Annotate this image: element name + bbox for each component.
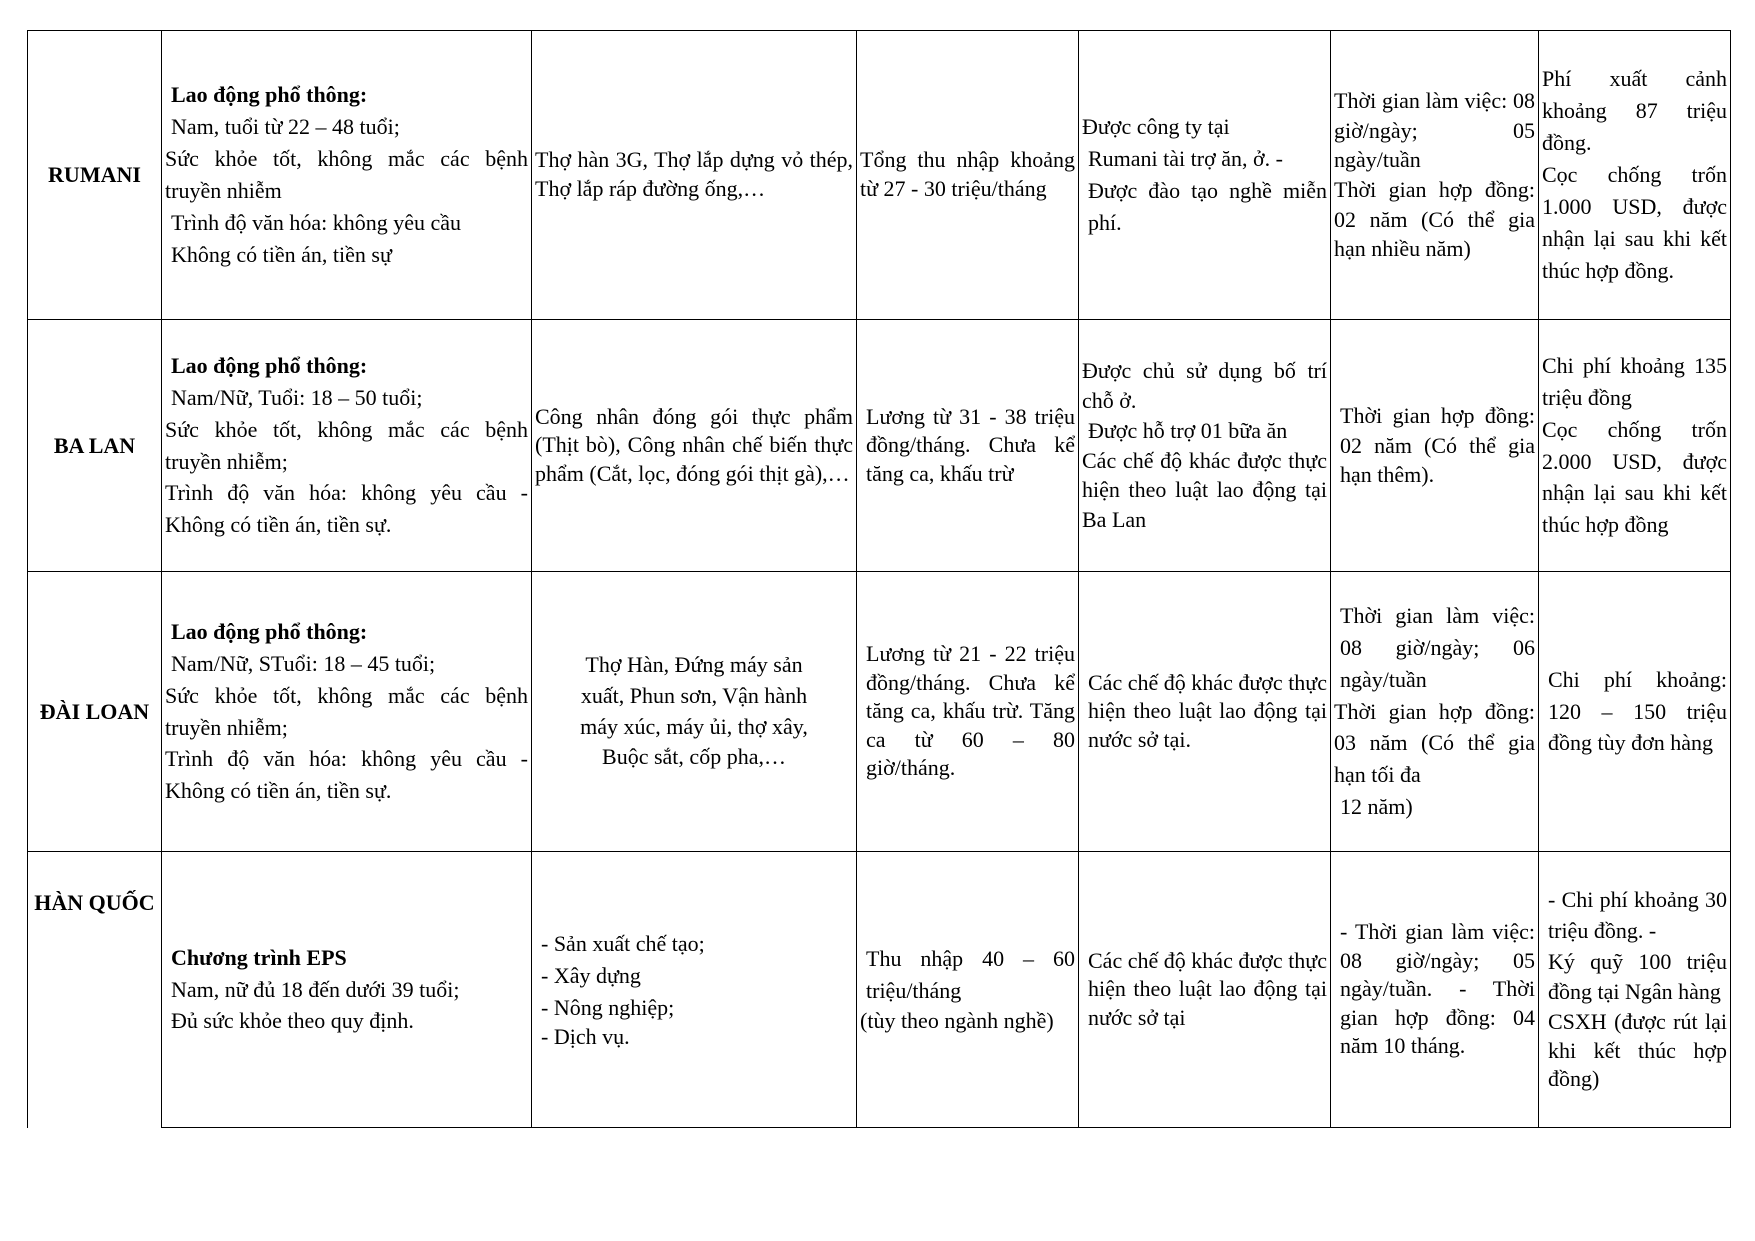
income-cell [857, 852, 1079, 1128]
requirements-line: Nam, nữ đủ 18 đến dưới 39 tuổi; [171, 976, 460, 1002]
requirements-line: Trình độ văn hóa: không yêu cầu - Không có tiền án, tiền sự. [165, 480, 528, 538]
requirements-cell [162, 572, 532, 852]
jobs-cell [532, 572, 857, 852]
income-line: Thu nhập 40 – 60 triệu/tháng [866, 946, 1075, 1004]
benefits-line: Được hỗ trợ 01 bữa ăn [1088, 417, 1288, 443]
costs-line: - Chi phí khoảng 30 triệu đồng. - [1548, 887, 1727, 943]
income-cell [857, 320, 1079, 572]
costs-line: Chi phí khoảng 135 triệu đồng [1542, 352, 1727, 410]
conditions-line: Thời gian hợp đồng: 02 năm (Có thể gia hạn nhiều năm) [1334, 177, 1535, 262]
requirements-line: Nam, tuổi từ 22 – 48 tuổi; [171, 114, 400, 140]
table-row [28, 572, 1731, 852]
costs-line: Chi phí khoảng: 120 – 150 triệu đồng tùy đơn hàng [1548, 666, 1727, 756]
costs-cell [1539, 320, 1731, 572]
requirements-cell [162, 31, 532, 320]
conditions-line: Thời gian làm việc: 08 giờ/ngày; 05 ngày/tuần [1334, 87, 1535, 173]
conditions-line: 12 năm) [1340, 794, 1413, 820]
jobs-cell [532, 320, 857, 572]
conditions-cell [1331, 572, 1539, 852]
benefits-cell [1079, 852, 1331, 1128]
conditions-line: Thời gian hợp đồng: 03 năm (Có thể gia hạn tối đa [1334, 698, 1535, 788]
requirements-line: Trình độ văn hóa: không yêu cầu [171, 209, 462, 235]
costs-line: Phí xuất cảnh khoảng 87 triệu đồng. [1542, 66, 1727, 156]
income-line: Lương từ 21 - 22 triệu đồng/tháng. Chưa kể tăng ca, khấu trừ. Tăng ca từ 60 – 80 giờ/tháng. [866, 641, 1075, 781]
benefits-line: Các chế độ khác được thực hiện theo luật lao động tại nước sở tại. [1088, 669, 1327, 752]
conditions-line: Thời gian làm việc: 08 giờ/ngày; 06 ngày/tuần [1340, 602, 1535, 692]
income-cell [857, 31, 1079, 320]
costs-cell [1539, 572, 1731, 852]
country-cell: RUMANI [28, 31, 162, 320]
table-row [28, 31, 1731, 320]
income-line: Tổng thu nhập khoảng từ 27 - 30 triệu/tháng [860, 147, 1075, 201]
requirements-line: Đủ sức khỏe theo quy định. [171, 1008, 414, 1034]
benefits-cell [1079, 31, 1331, 320]
benefits-line: Rumani tài trợ ăn, ở. - [1088, 146, 1283, 172]
benefits-cell [1079, 320, 1331, 572]
requirements-cell [162, 320, 532, 572]
country-cell: BA LAN [28, 320, 162, 572]
jobs-cell [532, 852, 857, 1128]
jobs-line: Thợ Hàn, Đứng máy sản xuất, Phun sơn, Vận hành máy xúc, máy ủi, thợ xây, Buộc sắt, cốp pha,… [580, 651, 808, 770]
benefits-line: Các chế độ khác được thực hiện theo luật lao động tại Ba Lan [1082, 447, 1327, 532]
costs-line: Cọc chống trốn 2.000 USD, được nhận lại sau khi kết thúc hợp đồng [1542, 416, 1727, 538]
conditions-cell [1331, 31, 1539, 320]
jobs-line: Công nhân đóng gói thực phẩm (Thịt bò), Công nhân chế biến thực phẩm (Cắt, lọc, đóng gói thịt gà),… [535, 403, 853, 486]
requirements-line: Sức khỏe tốt, không mắc các bệnh truyền nhiễm [165, 146, 528, 203]
benefits-line: Được đào tạo nghề miễn phí. [1088, 178, 1327, 235]
benefits-line: Được công ty tại [1082, 114, 1230, 140]
requirements-cell [162, 852, 532, 1128]
costs-cell [1539, 31, 1731, 320]
income-line: (tùy theo ngành nghề) [860, 1008, 1054, 1034]
requirements-heading: Lao động phổ thông: [171, 82, 368, 108]
costs-line: Ký quỹ 100 triệu đồng tại Ngân hàng [1548, 948, 1727, 1005]
conditions-line: - Thời gian làm việc: 08 giờ/ngày; 05 ngày/tuần. - Thời gian hợp đồng: 04 năm 10 tháng. [1340, 919, 1535, 1059]
jobs-line: - Nông nghiệp; [541, 995, 675, 1021]
conditions-cell [1331, 852, 1539, 1128]
benefits-line: Được chủ sử dụng bố trí chỗ ở. [1082, 358, 1327, 414]
jobs-cell [532, 31, 857, 320]
jobs-line: - Dịch vụ. [541, 1024, 630, 1050]
jobs-line: - Sản xuất chế tạo; [541, 931, 705, 957]
jobs-line: - Xây dựng [541, 963, 641, 989]
income-cell [857, 572, 1079, 852]
requirements-line: Sức khỏe tốt, không mắc các bệnh truyền nhiễm; [165, 682, 528, 740]
benefits-cell [1079, 572, 1331, 852]
income-line: Lương từ 31 - 38 triệu đồng/tháng. Chưa kể tăng ca, khấu trừ [866, 403, 1075, 486]
jobs-line: Thợ hàn 3G, Thợ lắp dựng vỏ thép, Thợ lắp ráp đường ống,… [535, 147, 853, 201]
conditions-line: Thời gian hợp đồng: 02 năm (Có thể gia hạn thêm). [1340, 402, 1535, 488]
requirements-line: Không có tiền án, tiền sự [171, 241, 392, 267]
requirements-line: Nam/Nữ, STuổi: 18 – 45 tuổi; [171, 650, 436, 676]
benefits-line: Các chế độ khác được thực hiện theo luật lao động tại nước sở tại [1088, 947, 1327, 1030]
country-cell: HÀN QUỐC [28, 852, 162, 1128]
conditions-cell [1331, 320, 1539, 572]
requirements-heading: Chương trình EPS [171, 944, 347, 970]
costs-line: CSXH (được rút lại khi kết thúc hợp đồng) [1548, 1009, 1727, 1092]
requirements-line: Trình độ văn hóa: không yêu cầu - Không có tiền án, tiền sự. [165, 746, 528, 804]
labor-export-table [27, 30, 1731, 1128]
requirements-line: Nam/Nữ, Tuổi: 18 – 50 tuổi; [171, 384, 423, 410]
table-row [28, 320, 1731, 572]
requirements-heading: Lao động phổ thông: [171, 618, 368, 644]
country-cell: ĐÀI LOAN [28, 572, 162, 852]
costs-cell [1539, 852, 1731, 1128]
table-row [28, 852, 1731, 1128]
requirements-heading: Lao động phổ thông: [171, 352, 368, 378]
costs-line: Cọc chống trốn 1.000 USD, được nhận lại sau khi kết thúc hợp đồng. [1542, 162, 1727, 283]
requirements-line: Sức khỏe tốt, không mắc các bệnh truyền nhiễm; [165, 416, 528, 474]
